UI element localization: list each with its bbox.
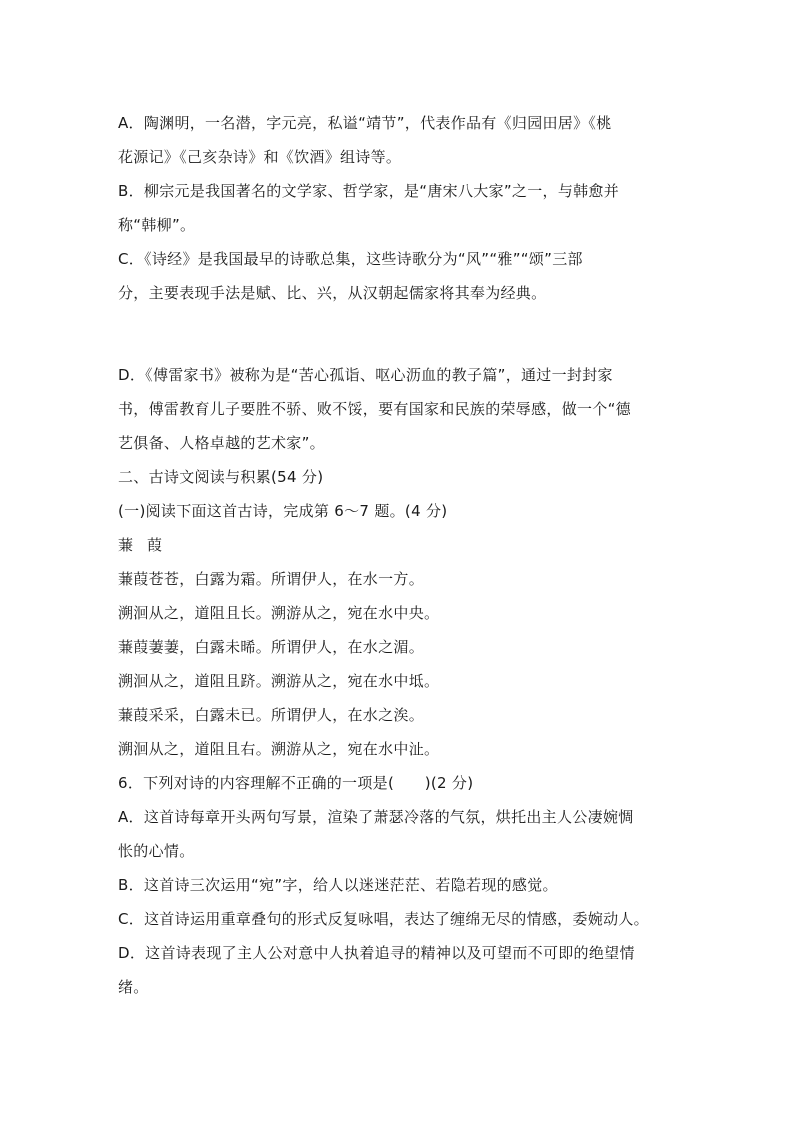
- poem-line: 蒹葭苍苍，白露为霜。所谓伊人，在水一方。: [118, 570, 425, 588]
- document-page: [118, 111, 690, 1009]
- poem-line: 溯洄从之，道阻且跻。溯游从之，宛在水中坻。: [118, 672, 440, 690]
- question6-option-a-line1: A．这首诗每章开头两句写景，渲染了萧瑟冷落的气氛，烘托出主人公凄婉惆: [118, 808, 634, 826]
- poem-line: 溯洄从之，道阻且右。溯游从之，宛在水中沚。: [118, 740, 440, 758]
- option-d-line2: 书，傅雷教育儿子要胜不骄、败不馁，要有国家和民族的荣辱感，做一个“德: [118, 400, 631, 418]
- subsection-title: (一)阅读下面这首古诗，完成第 6～7 题。(4 分): [118, 502, 448, 520]
- option-c-line2: 分，主要表现手法是赋、比、兴，从汉朝起儒家将其奉为经典。: [118, 284, 547, 302]
- question6-option-a-line2: 怅的心情。: [118, 842, 195, 860]
- poem-line: 蒹葭采采，白露未已。所谓伊人，在水之涘。: [118, 706, 425, 724]
- question6-option-d-line2: 绪。: [118, 978, 149, 996]
- option-d-line1: D．《傅雷家书》被称为是“苦心孤诣、呕心沥血的教子篇”，通过一封封家: [118, 366, 613, 384]
- option-b-line2: 称“韩柳”。: [118, 216, 196, 234]
- section-title: 二、古诗文阅读与积累(54 分): [118, 468, 324, 486]
- question6-option-d-line1: D．这首诗表现了主人公对意中人执着追寻的精神以及可望而不可即的绝望情: [118, 944, 635, 962]
- poem-line: 蒹葭萋萋，白露未晞。所谓伊人，在水之湄。: [118, 638, 425, 656]
- option-c-line1: C．《诗经》是我国最早的诗歌总集，这些诗歌分为“风”“雅”“颂”三部: [118, 250, 583, 268]
- question6-option-b: B．这首诗三次运用“宛”字，给人以迷迷茫茫、若隐若现的感觉。: [118, 876, 558, 894]
- poem-title: 蒹葭: [118, 536, 177, 554]
- paragraph-gap: [118, 315, 690, 363]
- option-a-line2: 花源记》《己亥杂诗》和《饮酒》组诗等。: [118, 148, 402, 166]
- option-a-line1: A．陶渊明，一名潜，字元亮，私谥“靖节”，代表作品有《归园田居》《桃: [118, 114, 612, 132]
- option-b-line1: B．柳宗元是我国著名的文学家、哲学家，是“唐宋八大家”之一，与韩愈并: [118, 182, 620, 200]
- option-d-line3: 艺俱备、人格卓越的艺术家”。: [118, 434, 325, 452]
- poem-line: 溯洄从之，道阻且长。溯游从之，宛在水中央。: [118, 604, 440, 622]
- question6-option-c: C．这首诗运用重章叠句的形式反复咏唱，表达了缠绵无尽的情感，委婉动人。: [118, 910, 649, 928]
- question6-stem: 6．下列对诗的内容理解不正确的一项是( )(2 分): [118, 774, 474, 792]
